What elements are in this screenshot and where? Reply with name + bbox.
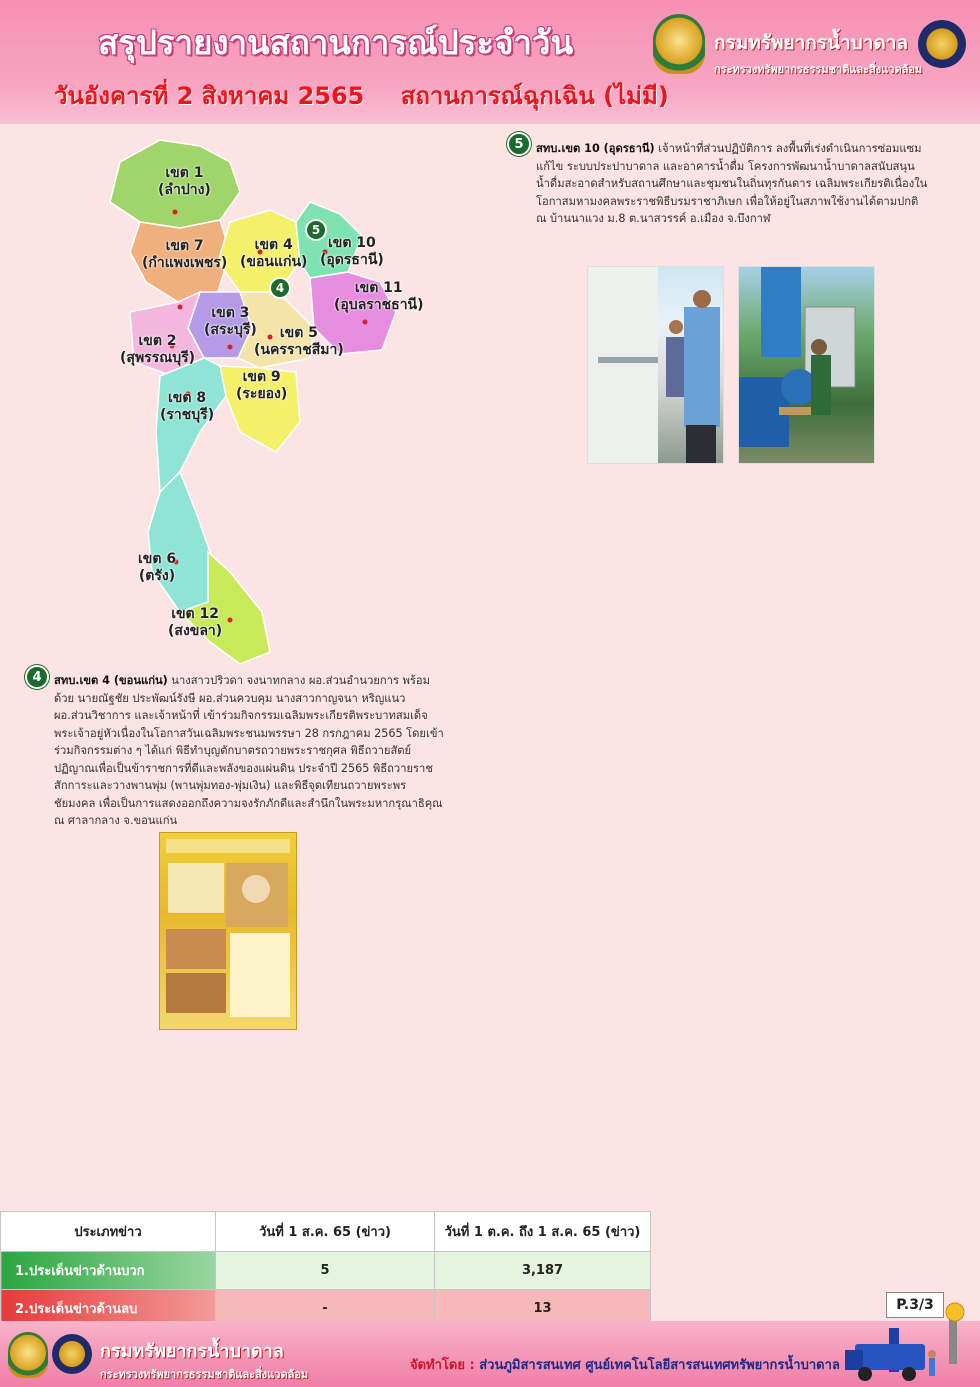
report-subtitle — [54, 76, 669, 115]
map-marker-4: 4 — [269, 277, 291, 299]
cell-total-negative: 13 — [435, 1290, 651, 1328]
table-header: วันที่ 1 ต.ค. ถึง 1 ส.ค. 65 (ข่าว) — [435, 1212, 651, 1252]
department-emblem-icon — [653, 14, 705, 74]
map-marker-5: 5 — [305, 219, 327, 241]
cell-day-negative: - — [216, 1290, 435, 1328]
office-dot — [228, 618, 233, 623]
office-dot — [363, 320, 368, 325]
page-title: สรุปรายงานสถานการณ์ประจำวัน — [98, 23, 574, 62]
news-number-badge: 5 — [507, 132, 531, 156]
news-heading: สทบ.เขต 4 (ขอนแก่น) — [54, 674, 168, 687]
news-number-badge: 4 — [25, 665, 49, 689]
news-item — [536, 140, 928, 228]
zone-label: เขต 8 (ราชบุรี) — [160, 390, 215, 423]
page-number: P.3/3 — [886, 1292, 944, 1318]
news-poster-image — [159, 832, 297, 1030]
zone-6-area — [148, 472, 210, 612]
news-item — [54, 672, 446, 830]
zone-label: เขต 5 (นครราชสีมา) — [254, 325, 344, 358]
row-label-positive: 1.ประเด็นข่าวด้านบวก — [1, 1252, 216, 1290]
footer-ministry: กระทรวงทรัพยากรธรรมชาติและสิ่งแวดล้อม — [100, 1368, 309, 1381]
ministry-emblem-icon — [52, 1334, 92, 1374]
footer-credit — [410, 1354, 840, 1375]
office-dot — [173, 210, 178, 215]
table-header: ประเภทข่าว — [1, 1212, 216, 1252]
office-dot — [178, 305, 183, 310]
news-summary-table — [0, 1211, 651, 1328]
department-emblem-icon — [8, 1332, 48, 1378]
row-label-negative: 2.ประเด็นข่าวด้านลบ — [1, 1290, 216, 1328]
footer-credit-label: จัดทำโดย : — [410, 1358, 475, 1373]
zone-label: เขต 11 (อุบลราชธานี) — [334, 280, 424, 313]
zone-label: เขต 4 (ขอนแก่น) — [240, 237, 308, 270]
report-date: วันอังคารที่ 2 สิงหาคม 2565 — [54, 82, 365, 110]
zone-label: เขต 12 (สงขลา) — [168, 606, 223, 639]
header-org-name: กรมทรัพยากรน้ำบาดาล — [714, 32, 909, 54]
news-body: เจ้าหน้าที่ส่วนปฏิบัติการ ลงพื้นที่เร่งดำเนินการซ่อมแซมแก้ไข ระบบประปาบาดาล และอาคารน้ำดื่ม โครงการพัฒนาน้ำบาดาลสนับสนุนน้ำดื่มสะอาดสำหรับสถานศึกษาและชุมชนในถิ่นทุรกันดาร เฉลิมพระเกียรติเนื่องในโอกาสมหามงคลพระราชพิธีบรมราชาภิเษก เพื่อให้อยู่ในสภาพใช้งานได้ตามปกติ ณ บ้านนาแวง ม.8 ต.นาสวรรค์ อ.เมือง จ.บึงกาฬ — [536, 142, 928, 225]
cell-total-positive: 3,187 — [435, 1252, 651, 1290]
emergency-status: สถานการณ์ฉุกเฉิน (ไม่มี) — [400, 82, 669, 110]
office-dot — [228, 345, 233, 350]
news-heading: สทบ.เขต 10 (อุดรธานี) — [536, 142, 655, 155]
zone-label: เขต 3 (สระบุรี) — [204, 305, 257, 338]
zone-label: เขต 10 (อุดรธานี) — [320, 235, 384, 268]
zone-label: เขต 7 (กำแพงเพชร) — [142, 238, 228, 271]
news-photo — [738, 266, 875, 464]
table-row — [1, 1252, 651, 1290]
ministry-emblem-icon — [918, 20, 966, 68]
news-photo — [587, 266, 724, 464]
news-body: นางสาวปริวดา จงนาทกลาง ผอ.ส่วนอำนวยการ พร้อมด้วย นายณัฐชัย ประพัฒน์รังษี ผอ.ส่วนควบคุม นางสาวกาญจนา หริญแนว ผอ.ส่วนวิชาการ และเจ้าหน้าที่ เข้าร่วมกิจกรรมเฉลิมพระเกียรติพระบาทสมเด็จพระเจ้าอยู่หัวเนื่องในโอกาสวันเฉลิมพระชนมพรรษา 28 กรกฎาคม 2565 โดยเข้าร่วมกิจกรรมต่าง ๆ ได้แก่ พิธีทำบุญตักบาตรถวายพระราชกุศล พิธีถวายสัตย์ปฏิญาณเพื่อเป็นข้าราชการที่ดีและพลังของแผ่นดิน ประจำปี 2565 พิธีถวายราชสักการะและวางพานพุ่ม (พานพุ่มทอง-พุ่มเงิน) และพิธีจุดเทียนถวายพระพรชัยมงคล เพื่อเป็นการแสดงออกถึงความจงรักภักดีและสำนึกในพระมหากรุณาธิคุณ ณ ศาลากลาง จ.ขอนแก่น — [54, 674, 444, 827]
footer-org — [100, 1336, 308, 1383]
zone-label: เขต 1 (ลำปาง) — [158, 165, 211, 198]
cell-day-positive: 5 — [216, 1252, 435, 1290]
table-header: วันที่ 1 ส.ค. 65 (ข่าว) — [216, 1212, 435, 1252]
footer-credit-text: ส่วนภูมิสารสนเทศ ศูนย์เทคโนโลยีสารสนเทศทรัพยากรน้ำบาดาล — [474, 1358, 840, 1373]
drilling-truck-icon — [845, 1300, 975, 1387]
header-org — [714, 28, 922, 78]
header-ministry: กระทรวงทรัพยากรธรรมชาติและสิ่งแวดล้อม — [714, 63, 923, 76]
zone-label: เขต 2 (สุพรรณบุรี) — [120, 333, 196, 366]
zone-label: เขต 9 (ระยอง) — [236, 369, 288, 402]
footer-org-name: กรมทรัพยากรน้ำบาดาล — [100, 1341, 284, 1362]
zone-8-area — [156, 358, 226, 492]
zone-label: เขต 6 (ตรัง) — [138, 551, 177, 584]
